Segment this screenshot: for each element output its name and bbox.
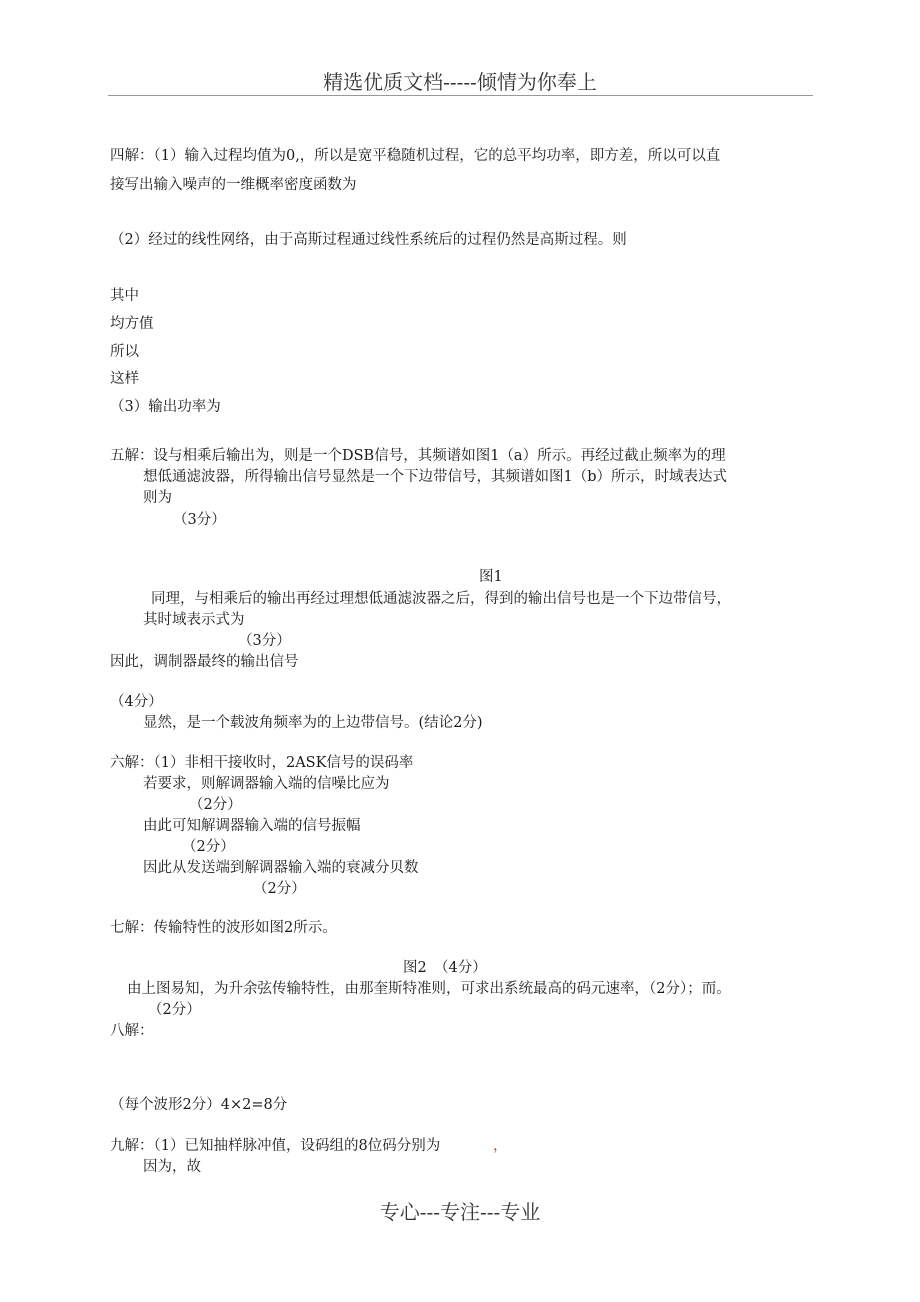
text-line: 因为，故 — [143, 1159, 201, 1175]
page-footer: 专心---专注---专业 — [379, 1200, 541, 1224]
score-note: （3分） — [173, 512, 226, 528]
text-line: 显然，是一个载波角频率为的上边带信号。(结论2分) — [143, 715, 483, 731]
text-line: （2）经过的线性网络，由于高斯过程通过线性系统后的过程仍然是高斯过程。则 — [110, 232, 627, 248]
score-note: （3分） — [238, 633, 291, 649]
figure-caption: 图1 — [479, 569, 503, 585]
text-line: 因此，调制器最终的输出信号 — [110, 654, 299, 670]
score-note: （2分） — [189, 797, 242, 813]
red-comma-mark: ， — [493, 1138, 508, 1154]
text-line: 六解：（1）非相干接收时，2ASK信号的误码率 — [110, 755, 414, 771]
text-line: 其中 — [110, 288, 139, 304]
figure-caption: 图2 （4分） — [403, 960, 487, 976]
text-line: 均方值 — [110, 316, 154, 332]
text-line: （3）输出功率为 — [110, 399, 221, 415]
text-line: 九解：（1）已知抽样脉冲值，设码组的8位码分别为 — [110, 1138, 441, 1154]
score-note: （2分） — [253, 881, 306, 897]
text-line: 七解：传输特性的波形如图2所示。 — [110, 920, 337, 936]
text-line: 这样 — [110, 371, 139, 387]
text-line: 由上图易知，为升余弦传输特性，由那奎斯特准则，可求出系统最高的码元速率，（2分）；而。 — [127, 981, 731, 997]
text-line: 五解：设与相乘后输出为，则是一个DSB信号，其频谱如图1（a）所示。再经过截止频率为的理 — [110, 448, 726, 464]
text-line: 所以 — [110, 344, 139, 360]
text-line: 接写出输入噪声的一维概率密度函数为 — [110, 177, 357, 193]
text-line: 四解：（1）输入过程均值为0,，所以是宽平稳随机过程，它的总平均功率，即方差，所以可以直 — [110, 148, 721, 164]
text-line: 八解： — [110, 1023, 154, 1039]
header-divider — [108, 95, 813, 96]
text-line: 由此可知解调器输入端的信号振幅 — [143, 818, 361, 834]
page-header-title: 精选优质文档-----倾情为你奉上 — [323, 70, 597, 94]
text-line: 想低通滤波器，所得输出信号显然是一个下边带信号，其频谱如图1（b）所示，时域表达式 — [143, 469, 728, 485]
text-line: 其时域表示式为 — [143, 612, 245, 628]
text-line: 因此从发送端到解调器输入端的衰减分贝数 — [143, 860, 419, 876]
score-note: （2分） — [148, 1002, 201, 1018]
score-note: （4分） — [110, 694, 163, 710]
text-line: 则为 — [143, 490, 172, 506]
text-line: 同理，与相乘后的输出再经过理想低通滤波器之后，得到的输出信号也是一个下边带信号， — [151, 591, 731, 607]
text-line: 若要求，则解调器输入端的信噪比应为 — [143, 776, 390, 792]
score-note: （2分） — [182, 839, 235, 855]
score-note: （每个波形2分）4×2=8分 — [110, 1097, 288, 1113]
